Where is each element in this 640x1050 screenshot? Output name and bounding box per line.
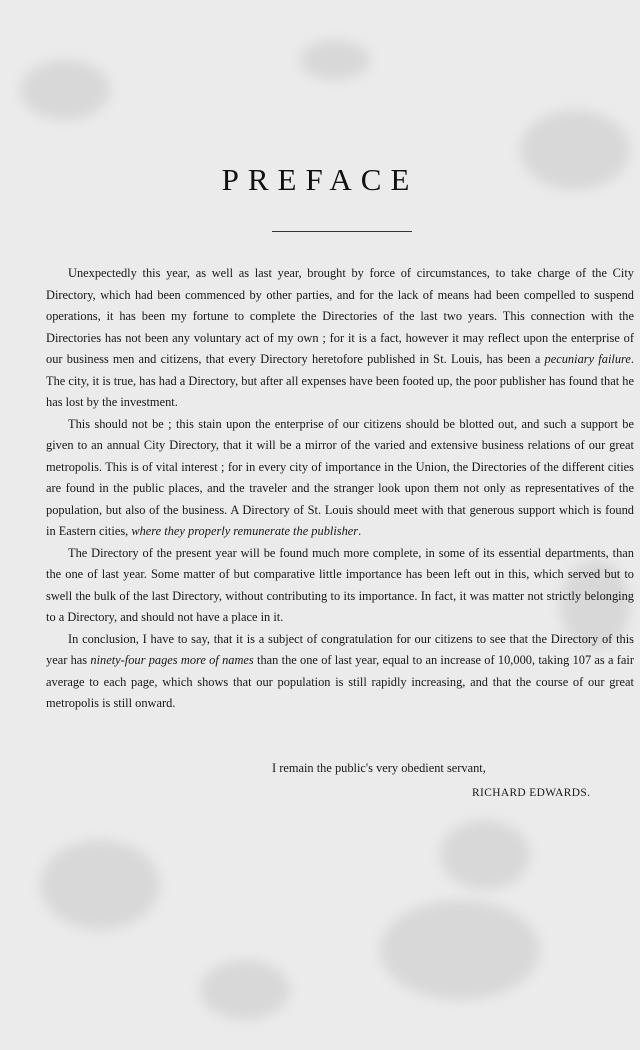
stain <box>300 40 370 80</box>
italic-text: pecuniary failure <box>544 352 631 366</box>
closing-line: I remain the public's very obedient servant, <box>272 761 486 775</box>
stain <box>380 900 540 1000</box>
signature: RICHARD EDWARDS. <box>472 787 591 799</box>
paragraph-text: . The city, it is true, has had a Directory, but after all expenses have been footed up, the poor publisher has found that he has lost by the investment. <box>46 352 634 409</box>
preface-body <box>46 263 634 715</box>
stain <box>20 60 110 120</box>
paragraph-text: . <box>358 524 362 538</box>
paragraph-text: than the one of last year, equal to an increase of 10,000, taking 107 as a fair average to each page, which shows that our population is still rapidly increasing, and that the course of our great metropolis is still onward. <box>46 653 634 710</box>
stain <box>40 840 160 930</box>
paragraph <box>46 414 634 543</box>
italic-text: ninety-four pages more of names <box>90 653 254 667</box>
paragraph-text: In conclusion, I have to say, that it is a subject of congratulation for our citizens to see that the Directory of this year has <box>46 631 634 667</box>
paragraph-text: This should not be ; this stain upon the enterprise of our citizens should be blotted out, and such a support be given to an annual City Directory, that it will be a mirror of the varied and extensive business relations of our great metropolis. This is of vital interest ; for in every city of importance in the Union, the Directories of the different cities are found in the public places, and the traveler and the stranger look upon them not only as representatives of the population, but also of the business. A Directory of St. Louis should meet with that generous support which is found in Eastern cities, <box>46 416 634 538</box>
page-title: PREFACE <box>221 162 419 197</box>
stain <box>200 960 290 1020</box>
italic-text: where they properly remunerate the publisher <box>131 524 359 538</box>
paragraph-text: Unexpectedly this year, as well as last year, brought by force of circumstances, to take charge of the City Directory, which had been commenced by other parties, and for the lack of means had been compelled to suspend operations, it has been my fortune to complete the Directories of the last two years. This connection with the Directories has not been any voluntary act of my own ; for it is a fact, however it may reflect upon the enterprise of our business men and citizens, that every Directory heretofore published in St. Louis, has been a <box>46 266 634 366</box>
paragraph <box>46 263 634 414</box>
title-divider <box>272 231 412 232</box>
paragraph-text: The Directory of the present year will be found much more complete, in some of its essential departments, than the one of last year. Some matter of but comparative little importance has been left out in this, which served but to swell the bulk of the last Directory, without contributing to its importance. In fact, it was matter not strictly belonging to a Directory, and should not have a place in it. <box>46 545 634 624</box>
stain <box>440 820 530 890</box>
paragraph <box>46 629 634 715</box>
paragraph <box>46 543 634 629</box>
